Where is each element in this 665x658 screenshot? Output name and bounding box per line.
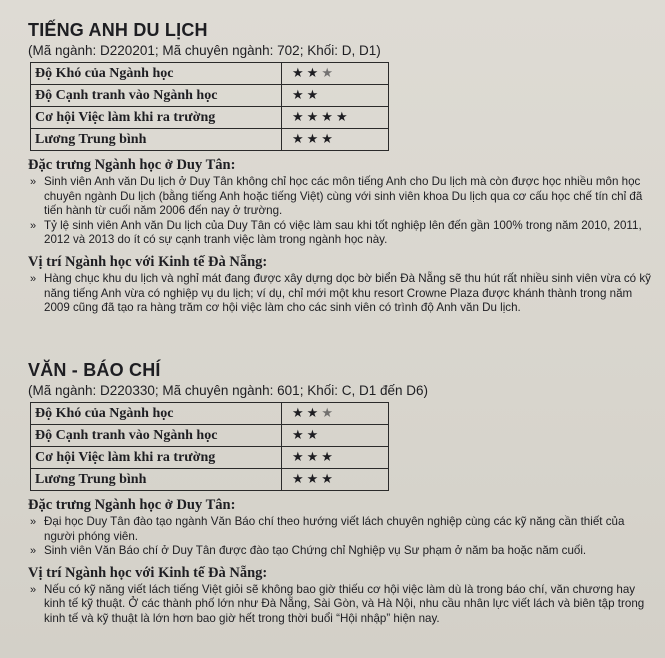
star-icon: ★★ (292, 428, 322, 443)
list-item-text: Nếu có kỹ năng viết lách tiếng Việt giỏi sẽ không bao giờ thiếu cơ hội việc làm dù là trong báo chí, văn chương hay kinh tế kỹ thuật. Ở các thành phố lớn như Đà Nẵng, Sài Gòn, và Hà Nội, nhu cầu nhân lực viết lách và biên tập trong kinh tế và kỹ thuật là lớn hơn bao giờ hết trong thời buổi “Hội nhập” hiện nay. (44, 582, 645, 625)
rating-table (30, 402, 389, 491)
bullet-icon: » (30, 176, 37, 188)
list-item (28, 175, 658, 219)
rating-table (30, 62, 389, 151)
rating-label: Cơ hội Việc làm khi ra trường (31, 447, 282, 469)
rating-row (31, 403, 389, 425)
position-list (28, 272, 658, 316)
rating-label: Độ Khó của Ngành học (31, 63, 282, 85)
bullet-icon: » (30, 516, 37, 528)
list-item (28, 583, 658, 627)
feature-heading: Đặc trưng Ngành học ở Duy Tân: (28, 497, 236, 513)
program-code: (Mã ngành: D220330; Mã chuyên ngành: 601; Khối: C, D1 đến D6) (28, 383, 429, 398)
star-rating (282, 447, 389, 469)
rating-label: Độ Cạnh tranh vào Ngành học (31, 85, 282, 107)
rating-row (31, 425, 389, 447)
position-heading: Vị trí Ngành học với Kinh tế Đà Nẵng: (28, 253, 268, 270)
star-rating (282, 63, 389, 85)
feature-list (28, 175, 658, 248)
rating-row (31, 63, 389, 85)
rating-label: Độ Cạnh tranh vào Ngành học (31, 425, 282, 447)
star-icon: ★★★ (292, 450, 336, 465)
star-icon: ★★★★ (292, 110, 351, 125)
list-item (28, 515, 658, 544)
rating-row (31, 129, 389, 151)
rating-label: Lương Trung bình (31, 469, 282, 491)
list-item-text: Hàng chục khu du lịch và nghỉ mát đang được xây dựng dọc bờ biển Đà Nẵng sẽ thu hút rất nhiều sinh viên vừa có kỹ năng tiếng Anh vừa có nghiệp vụ du lịch; ví dụ, chỉ mới một khu resort Crowne Plaza được khánh thành trong năm 2009 cũng đã tạo ra hàng trăm cơ hội việc làm cho các sinh viên có trình độ Anh văn Du lịch. (44, 271, 651, 315)
star-icon: ★★ (292, 88, 322, 103)
bullet-icon: » (30, 583, 37, 596)
rating-label: Cơ hội Việc làm khi ra trường (31, 107, 282, 129)
list-item (28, 544, 658, 559)
half-star-icon: ★ (321, 66, 336, 81)
section-title: TIẾNG ANH DU LỊCH (28, 20, 208, 40)
position-heading: Vị trí Ngành học với Kinh tế Đà Nẵng: (28, 564, 268, 581)
rating-row (31, 447, 389, 469)
list-item-text: Sinh viên Anh văn Du lịch ở Duy Tân không chỉ học các môn tiếng Anh cho Du lịch mà còn được học nhiều môn học chuyên ngành Du lịch (bằng tiếng Anh hoặc tiếng Việt) cùng với sinh viên khoa Du lịch qua cơ cấu học chế tín chỉ đã tiến hành từ cuối năm 2006 đến nay ở trường. (44, 175, 643, 218)
star-rating (282, 425, 389, 447)
position-list (28, 583, 658, 627)
star-rating (282, 107, 389, 129)
list-item-text: Đại học Duy Tân đào tạo ngành Văn Báo chí theo hướng viết lách chuyên nghiệp cùng các kỹ năng cần thiết của người phóng viên. (44, 515, 625, 543)
program-code: (Mã ngành: D220201; Mã chuyên ngành: 702; Khối: D, D1) (28, 43, 381, 58)
star-icon: ★★ (292, 66, 322, 81)
feature-heading: Đặc trưng Ngành học ở Duy Tân: (28, 157, 236, 173)
section-van-bao-chi (28, 348, 658, 627)
rating-label: Lương Trung bình (31, 129, 282, 151)
section-title: VĂN - BÁO CHÍ (28, 360, 161, 380)
rating-label: Độ Khó của Ngành học (31, 403, 282, 425)
feature-list (28, 515, 658, 559)
rating-row (31, 469, 389, 491)
bullet-icon: » (30, 219, 37, 232)
half-star-icon: ★ (321, 406, 336, 421)
bullet-icon: » (30, 272, 37, 285)
star-icon: ★★★ (292, 472, 336, 487)
section-tieng-anh-du-lich (28, 6, 658, 316)
list-item (28, 219, 658, 248)
star-rating (282, 403, 389, 425)
rating-row (31, 107, 389, 129)
list-item-text: Tỷ lệ sinh viên Anh văn Du lịch của Duy Tân có việc làm sau khi tốt nghiệp lên đến gần 100% trong năm 2010, 2011, 2012 và 2013 do ít có sự cạnh tranh việc làm trong ngành học này. (44, 218, 642, 247)
bullet-icon: » (30, 545, 37, 558)
star-icon: ★★★ (292, 132, 336, 147)
list-item-text: Sinh viên Văn Báo chí ở Duy Tân được đào tạo Chứng chỉ Nghiệp vụ Sư phạm ở năm ba hoặc năm cuối. (44, 544, 587, 558)
star-icon: ★★ (292, 406, 322, 421)
list-item (28, 272, 658, 316)
star-rating (282, 85, 389, 107)
star-rating (282, 469, 389, 491)
rating-row (31, 85, 389, 107)
star-rating (282, 129, 389, 151)
